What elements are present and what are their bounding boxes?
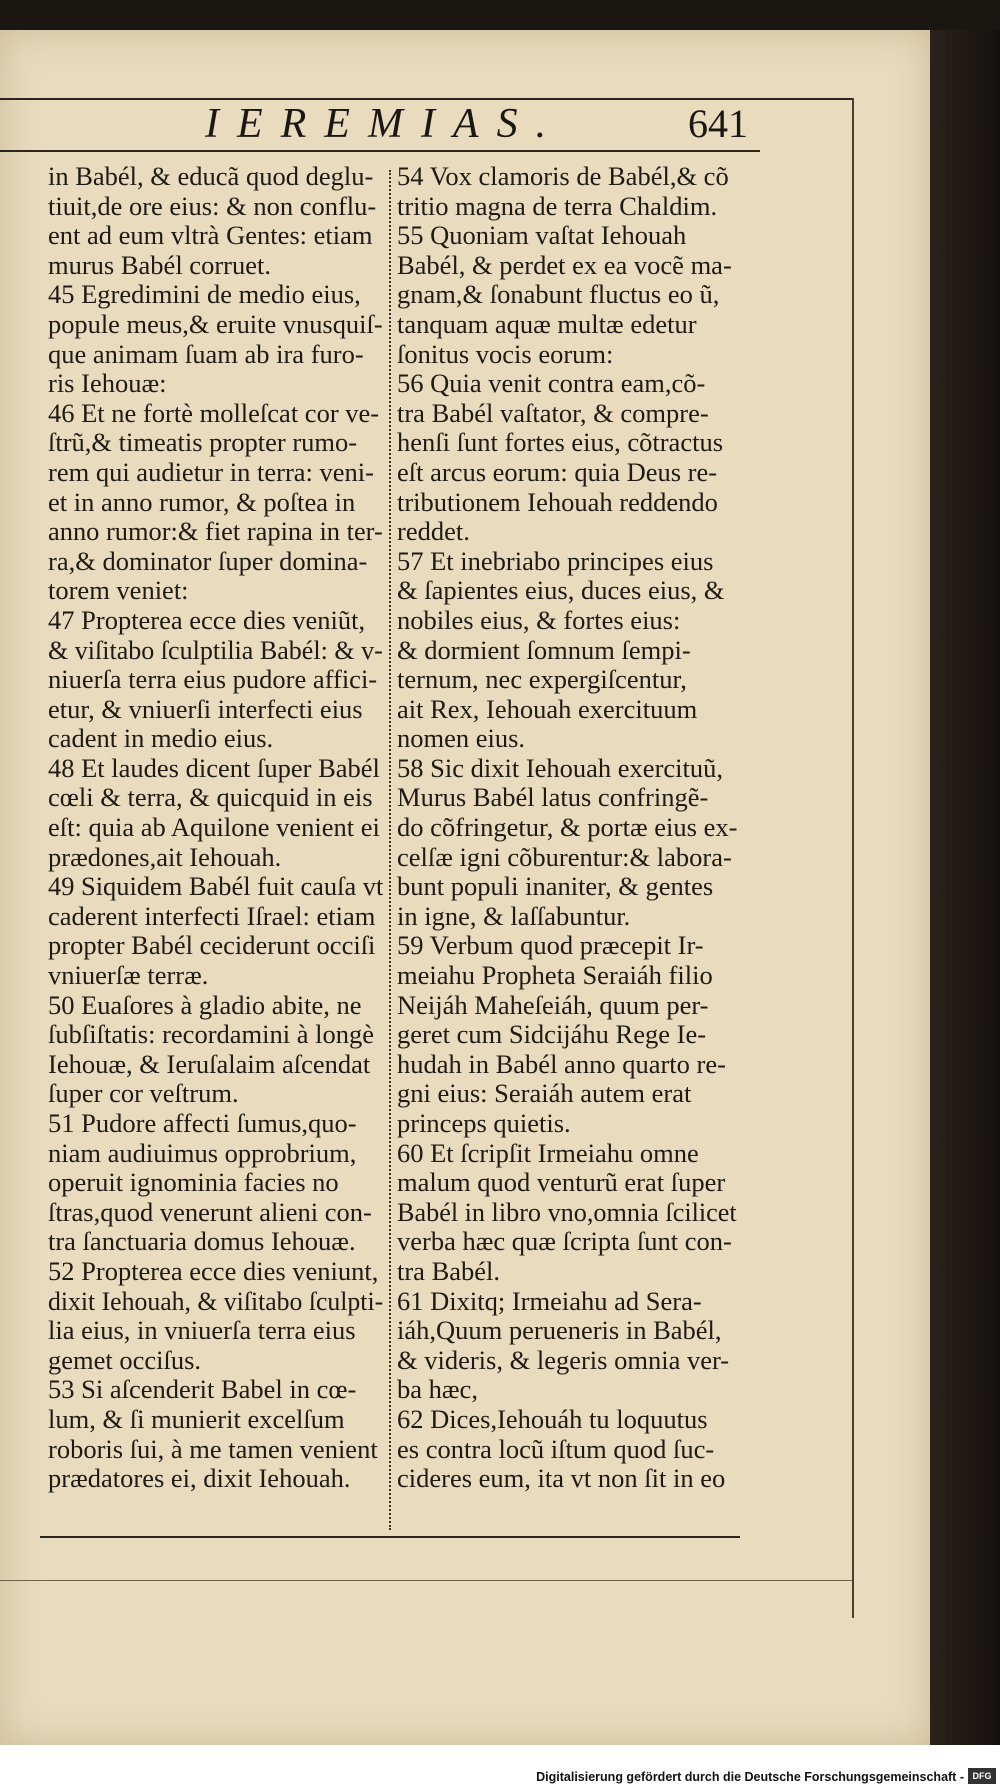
text-line: 62 Dices,Iehouáh tu loquutus xyxy=(397,1403,708,1434)
text-line: ra,& dominator ſuper domina- xyxy=(48,545,368,576)
text-line: 53 Si aſcenderit Babel in cœ- xyxy=(48,1374,357,1405)
text-line: verba hæc quæ ſcripta ſunt con- xyxy=(397,1226,732,1257)
text-line: nomen eius. xyxy=(397,723,526,754)
text-line: roboris ſui, à me tamen venient xyxy=(48,1433,378,1464)
text-line: etur, & vniuerſi interfecti eius xyxy=(48,693,363,724)
running-title: IEREMIAS. xyxy=(205,101,565,147)
text-line: meiahu Propheta Seraiáh filio xyxy=(397,960,713,991)
text-line: ſtrũ,& timeatis propter rumo- xyxy=(48,427,358,458)
text-line: 61 Dixitq; Irmeiahu ad Sera- xyxy=(397,1285,702,1316)
text-line: in Babél, & educã quod deglu- xyxy=(48,162,374,191)
text-line: 59 Verbum quod præcepit Ir- xyxy=(397,930,704,961)
text-line: propter Babél ceciderunt occiſi xyxy=(48,930,376,961)
text-line: cœli & terra, & quicquid in eis xyxy=(48,782,373,813)
text-line: & ſapientes eius, duces eius, & xyxy=(397,575,725,606)
text-line: 57 Et inebriabo principes eius xyxy=(397,545,714,576)
left-text-column xyxy=(48,162,383,1540)
text-line: Babél, & perdet ex ea vocẽ ma- xyxy=(397,249,732,280)
text-line: tra ſanctuaria domus Iehouæ. xyxy=(48,1226,356,1257)
text-line: 49 Siquidem Babél fuit cauſa vt xyxy=(48,871,383,902)
text-line: nobiles eius, & fortes eius: xyxy=(397,604,681,635)
text-line: cideres eum, ita vt non ſit in eo xyxy=(397,1463,726,1494)
text-line: gemet occiſus. xyxy=(48,1344,202,1375)
text-line: in igne, & laſſabuntur. xyxy=(397,900,631,931)
text-line: 51 Pudore affecti ſumus,quo- xyxy=(48,1108,357,1138)
dfg-logo: DFG xyxy=(968,1768,996,1784)
text-line: tiuit,de ore eius: & non conflu- xyxy=(48,190,377,221)
text-line: vniuerſæ terræ. xyxy=(48,960,209,991)
text-line: operuit ignominia facies no xyxy=(48,1167,339,1198)
text-line: rem qui audietur in terra: veni- xyxy=(48,456,374,487)
text-line: dixit Iehouah, & viſitabo ſculpti- xyxy=(48,1285,383,1316)
text-line: gni eius: Seraiáh autem erat xyxy=(397,1078,692,1109)
text-line: et in anno rumor, & poſtea in xyxy=(48,486,356,517)
text-line: ſuper cor veſtrum. xyxy=(48,1078,239,1109)
text-line: ternum, nec expergiſcentur, xyxy=(397,664,687,695)
digitization-credit: Digitalisierung gefördert durch die Deutsche Forschungsgemeinschaft - xyxy=(536,1770,964,1784)
text-line: 47 Propterea ecce dies veniũt, xyxy=(48,604,366,635)
text-line: niuerſa terra eius pudore affici- xyxy=(48,664,378,695)
text-line: tra Babél vaſtator, & compre- xyxy=(397,397,709,428)
text-line: iáh,Quum perueneris in Babél, xyxy=(397,1315,722,1346)
text-line: tra Babél. xyxy=(397,1255,501,1286)
text-line: ſonitus vocis eorum: xyxy=(397,338,614,369)
text-line: torem veniet: xyxy=(48,575,189,606)
text-line: 46 Et ne fortè molleſcat cor ve- xyxy=(48,397,380,428)
text-line: niam audiuimus opprobrium, xyxy=(48,1137,357,1168)
text-line: ſubſiſtatis: recordamini à longè xyxy=(48,1019,375,1050)
text-line: hudah in Babél anno quarto re- xyxy=(397,1048,726,1079)
text-line: tritio magna de terra Chaldim. xyxy=(397,190,718,221)
text-line: lum, & ſi munierit excelſum xyxy=(48,1403,345,1434)
column-divider xyxy=(389,170,392,1530)
text-line: ait Rex, Iehouah exercituum xyxy=(397,693,698,724)
text-line: celſæ igni cõburentur:& labora- xyxy=(397,841,732,872)
text-line: cadent in medio eius. xyxy=(48,723,274,754)
page-number: 641 xyxy=(688,101,748,146)
text-line: Iehouæ, & Ieruſalaim aſcendat xyxy=(48,1048,371,1079)
bottom-margin-rule xyxy=(0,1580,852,1581)
text-line: tanquam aquæ multæ edetur xyxy=(397,308,697,339)
text-line: ſtras,quod venerunt alieni con- xyxy=(48,1196,372,1227)
text-line: henſi ſunt fortes eius, cõtractus xyxy=(397,427,724,458)
scan-right-edge xyxy=(930,30,1000,1745)
text-line: do cõfringetur, & portæ eius ex- xyxy=(397,812,737,843)
text-line: lia eius, in vniuerſa terra eius xyxy=(48,1315,356,1346)
text-line: & viſitabo ſculptilia Babél: & v- xyxy=(48,634,383,665)
text-line: ent ad eum vltrà Gentes: etiam xyxy=(48,220,373,251)
text-line: 60 Et ſcripſit Irmeiahu omne xyxy=(397,1137,699,1168)
text-line: ba hæc, xyxy=(397,1374,478,1405)
text-line: malum quod venturũ erat ſuper xyxy=(397,1167,726,1198)
scan-top-edge xyxy=(0,0,1000,30)
bottom-rule xyxy=(40,1536,740,1538)
text-line: & videris, & legeris omnia ver- xyxy=(397,1344,730,1375)
text-line: que animam ſuam ab ira furo- xyxy=(48,338,364,369)
text-line: 50 Euaſores à gladio abite, ne xyxy=(48,989,362,1020)
text-line: es contra locũ iſtum quod ſuc- xyxy=(397,1433,715,1464)
text-line: Neijáh Maheſeiáh, quum per- xyxy=(397,989,709,1020)
right-margin-rule xyxy=(852,98,854,1618)
text-line: reddet. xyxy=(397,516,470,547)
text-line: eſt arcus eorum: quia Deus re- xyxy=(397,456,718,487)
text-line: Babél in libro vno,omnia ſcilicet xyxy=(397,1196,737,1227)
text-line: caderent interfecti Iſrael: etiam xyxy=(48,900,376,931)
text-line: Murus Babél latus confringẽ- xyxy=(397,782,709,813)
text-line: ris Iehouæ: xyxy=(48,368,167,399)
text-line: 54 Vox clamoris de Babél,& cõ xyxy=(397,162,729,191)
text-line: prædatores ei, dixit Iehouah. xyxy=(48,1463,351,1494)
text-line: 58 Sic dixit Iehouah exercituũ, xyxy=(397,752,724,783)
text-line: 45 Egredimini de medio eius, xyxy=(48,279,361,310)
text-line: bunt populi inaniter, & gentes xyxy=(397,871,714,902)
text-line: tributionem Iehouah reddendo xyxy=(397,486,718,517)
text-line: murus Babél corruet. xyxy=(48,249,271,280)
text-line: & dormient ſomnum ſempi- xyxy=(397,634,691,665)
text-line: eſt: quia ab Aquilone venient ei xyxy=(48,812,380,843)
text-line: 52 Propterea ecce dies veniunt, xyxy=(48,1255,379,1286)
text-line: geret cum Sidcijáhu Rege Ie- xyxy=(397,1019,707,1050)
text-line: 48 Et laudes dicent ſuper Babél xyxy=(48,752,380,783)
text-line: gnam,& ſonabunt fluctus eo ũ, xyxy=(397,279,720,310)
right-text-column xyxy=(397,162,737,1540)
header-bottom-rule xyxy=(0,150,760,152)
text-line: popule meus,& eruite vnusquiſ- xyxy=(48,308,383,339)
text-line: prædones,ait Iehouah. xyxy=(48,841,282,872)
text-line: 56 Quia venit contra eam,cõ- xyxy=(397,368,706,399)
text-line: princeps quietis. xyxy=(397,1108,571,1138)
text-line: 55 Quoniam vaſtat Iehouah xyxy=(397,220,687,251)
text-line: anno rumor:& fiet rapina in ter- xyxy=(48,516,383,547)
